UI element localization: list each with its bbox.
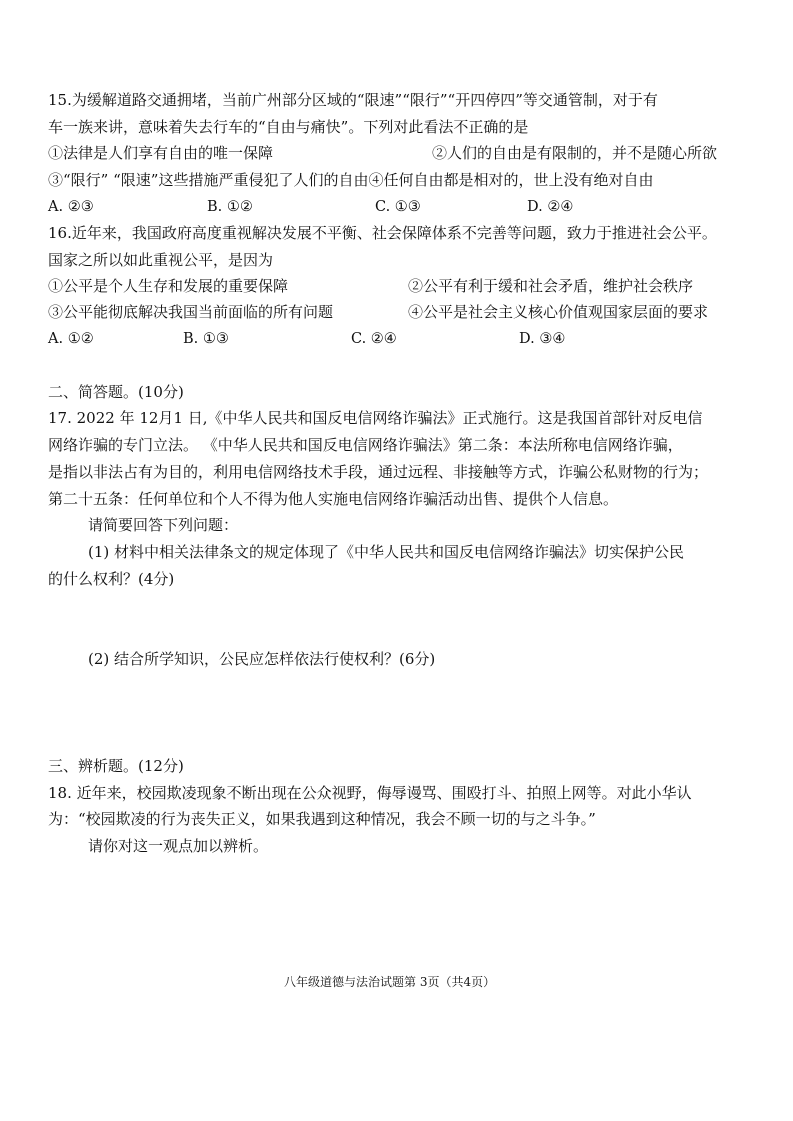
section2-heading: 二、简答题。(10分)	[48, 383, 184, 401]
q17-line4: 第二十五条：任何单位和个人不得为他人实施电信网络诈骗活动出售、提供个人信息。	[48, 490, 619, 508]
q15-item-2: ②人们的自由是有限制的，并不是随心所欲	[432, 144, 718, 162]
q17-sub1-line1: (1) 材料中相关法律条文的规定体现了《中华人民共和国反电信网络诈骗法》切实保护公民	[88, 543, 685, 561]
q18-line2: 为：“校园欺凌的行为丧失正义，如果我遇到这种情况，我会不顾一切的与之斗争。”	[48, 810, 596, 828]
q17-line3: 是指以非法占有为目的，利用电信网络技术手段，通过远程、非接触等方式，诈骗公私财物的行为；	[48, 463, 709, 481]
q17-line1: 17. 2022 年 12月1 日,《中华人民共和国反电信网络诈骗法》正式施行。这是我国首部针对反电信	[48, 409, 703, 427]
q15-item-1: ①法律是人们享有自由的唯一保障	[48, 144, 274, 162]
q16-item-1: ①公平是个人生存和发展的重要保障	[48, 277, 289, 295]
q15-stem-line2: 车一族来讲，意味着失去行车的“自由与痛快”。下列对此看法不正确的是	[48, 118, 529, 136]
q17-line2: 网络诈骗的专门立法。 《中华人民共和国反电信网络诈骗法》第二条：本法所称电信网络诈骗，	[48, 436, 683, 454]
q16-item-2: ②公平有利于缓和社会矛盾，维护社会秩序	[408, 277, 694, 295]
section3-heading: 三、辨析题。(12分)	[48, 757, 184, 775]
q16-option-a: A. ①②	[48, 331, 94, 347]
q16-option-d: D. ③④	[519, 331, 566, 347]
q16-option-b: B. ①③	[183, 331, 229, 347]
q15-option-c: C. ①③	[375, 199, 421, 215]
q16-item-3: ③公平能彻底解决我国当前面临的所有问题	[48, 303, 334, 321]
q15-option-a: A. ②③	[48, 199, 94, 215]
q17-sub1-line2: 的什么权利？(4分)	[48, 570, 175, 588]
q17-sub2: (2) 结合所学知识，公民应怎样依法行使权利？(6分)	[88, 650, 436, 668]
q16-stem-line2: 国家之所以如此重视公平，是因为	[48, 251, 274, 269]
q18-prompt: 请你对这一观点加以辨析。	[88, 837, 269, 855]
q18-line1: 18. 近年来，校园欺凌现象不断出现在公众视野，侮辱谩骂、围殴打斗、拍照上网等。对此小华认	[48, 784, 692, 802]
q15-option-d: D. ②④	[527, 199, 574, 215]
q17-prompt: 请简要回答下列问题：	[88, 516, 239, 534]
page-footer: 八年级道德与法治试题第 3页（共4页）	[284, 975, 496, 989]
q16-item-4: ④公平是社会主义核心价值观国家层面的要求	[408, 303, 709, 321]
q15-stem-line1: 15.为缓解道路交通拥堵，当前广州部分区域的“限速”“限行”“开四停四”等交通管制，对于有	[48, 91, 658, 109]
q15-option-b: B. ①②	[207, 199, 253, 215]
q16-stem-line1: 16.近年来，我国政府高度重视解决发展不平衡、社会保障体系不完善等问题，致力于推进社会公平。	[48, 224, 717, 242]
q15-item-3-4: ③“限行” “限速”这些措施严重侵犯了人们的自由④任何自由都是相对的，世上没有绝对自由	[48, 171, 654, 189]
q16-option-c: C. ②④	[351, 331, 397, 347]
